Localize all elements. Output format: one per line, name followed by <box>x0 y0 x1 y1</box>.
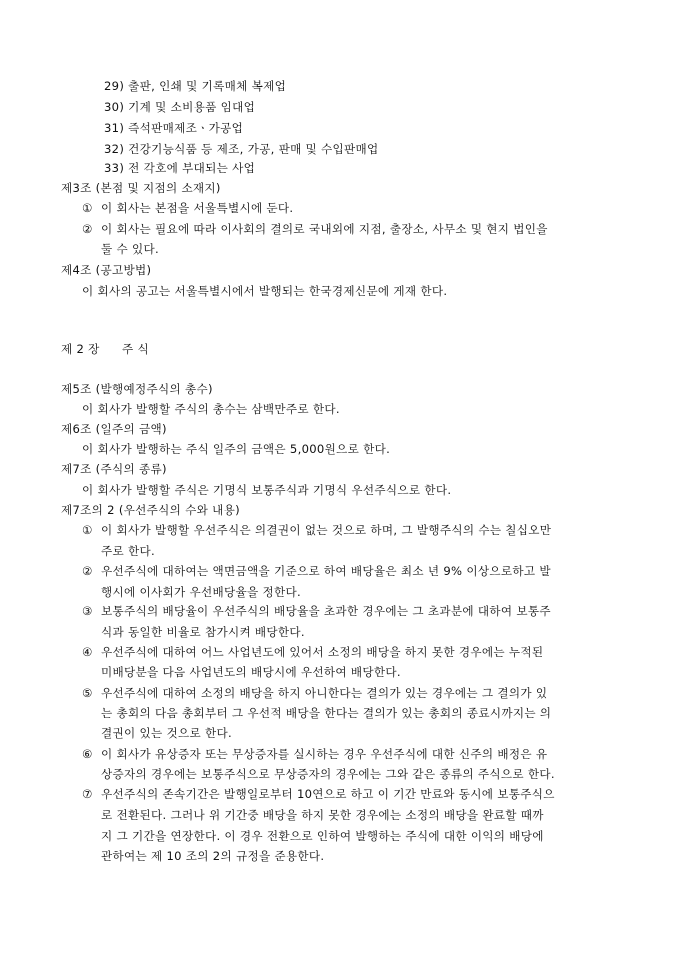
item-2-line-2: 행시에 이사회가 우선배당율을 정한다. <box>101 585 301 599</box>
article-5-title: 제5조 (발행예정주식의 총수) <box>61 382 213 396</box>
article-3-title: 제3조 (본점 및 지점의 소재지) <box>61 181 221 195</box>
item-5-line-2: 는 총회의 다음 총회부터 그 우선적 배당을 한다는 결의가 있는 총회의 종료시까지는 의 <box>101 706 552 720</box>
item-5-line-1: 우선주식에 대하여 소정의 배당을 하지 아니한다는 결의가 있는 경우에는 그 결의가 있 <box>101 686 548 700</box>
item-7-line-3: 지 그 기간을 연장한다. 이 경우 전환으로 인하여 발행하는 주식에 대한 이익의 배당에 <box>101 829 544 843</box>
article-6-body: 이 회사가 발행하는 주식 일주의 금액은 5,000원으로 한다. <box>82 442 391 456</box>
list-item-29: 29) 출판, 인쇄 및 기록매체 복제업 <box>104 79 287 93</box>
article-7-2-title: 제7조의 2 (우선주식의 수와 내용) <box>61 503 240 517</box>
list-item-32: 32) 건강기능식품 등 제조, 가공, 판매 및 수입판매업 <box>104 142 379 156</box>
item-6-line-1: 이 회사가 유상증자 또는 무상증자를 실시하는 경우 우선주식에 대한 신주의 배정은 유 <box>101 747 548 761</box>
list-item-33: 33) 전 각호에 부대되는 사업 <box>104 161 256 175</box>
list-item-31: 31) 즉석판매제조ㆍ가공업 <box>104 121 244 135</box>
item-6-num: ⑥ <box>82 747 93 761</box>
article-3-p1-num: ① <box>82 201 93 215</box>
item-4-line-2: 미배당분을 다음 사업년도의 배당시에 우선하여 배당한다. <box>101 665 401 679</box>
article-5-body: 이 회사가 발행할 주식의 총수는 삼백만주로 한다. <box>82 402 340 416</box>
article-6-title: 제6조 (일주의 금액) <box>61 422 167 436</box>
item-7-num: ⑦ <box>82 787 93 801</box>
item-3-line-1: 보통주식의 배당율이 우선주식의 배당율을 초과한 경우에는 그 초과분에 대하여 보통주 <box>101 604 551 618</box>
article-3-p2-num: ② <box>82 222 93 236</box>
item-1-line-1: 이 회사가 발행할 우선주식은 의결권이 없는 것으로 하며, 그 발행주식의 수는 칠십오만 <box>101 523 552 537</box>
item-4-line-1: 우선주식에 대하여 어느 사업년도에 있어서 소정의 배당을 하지 못한 경우에는 누적된 <box>101 645 544 659</box>
item-2-line-1: 우선주식에 대하여는 액면금액을 기준으로 하여 배당율은 최소 년 9% 이상으로하고 발 <box>101 564 551 578</box>
item-6-line-2: 상증자의 경우에는 보통주식으로 무상증자의 경우에는 그와 같은 종류의 주식으로 한다. <box>101 767 555 781</box>
list-item-30: 30) 기계 및 소비용품 임대업 <box>104 100 256 114</box>
article-7-title: 제7조 (주식의 종류) <box>61 462 167 476</box>
article-3-p2-line1: 이 회사는 필요에 따라 이사회의 결의로 국내외에 지점, 출장소, 사무소 및 현지 법인을 <box>101 222 548 236</box>
item-2-num: ② <box>82 564 93 578</box>
item-7-line-2: 로 전환된다. 그러나 위 기간중 배당을 하지 못한 경우에는 소정의 배당을 완료할 때까 <box>101 808 544 822</box>
item-7-line-4: 관하여는 제 10 조의 2의 규정을 준용한다. <box>101 849 325 863</box>
article-3-p1: 이 회사는 본점을 서울특별시에 둔다. <box>101 201 294 215</box>
item-1-num: ① <box>82 523 93 537</box>
article-3-p2-line2: 둘 수 있다. <box>101 242 159 256</box>
article-7-body: 이 회사가 발행할 주식은 기명식 보통주식과 기명식 우선주식으로 한다. <box>82 483 452 497</box>
article-4-body: 이 회사의 공고는 서울특별시에서 발행되는 한국경제신문에 게재 한다. <box>82 284 448 298</box>
item-7-line-1: 우선주식의 존속기간은 발행일로부터 10연으로 하고 이 기간 만료와 동시에 보통주식으 <box>101 787 555 801</box>
article-4-title: 제4조 (공고방법) <box>61 263 152 277</box>
item-5-num: ⑤ <box>82 686 93 700</box>
item-3-line-2: 식과 동일한 비율로 참가시켜 배당한다. <box>101 625 305 639</box>
item-1-line-2: 주로 한다. <box>101 544 155 558</box>
chapter-label: 제 2 장 <box>61 342 100 356</box>
item-4-num: ④ <box>82 645 93 659</box>
item-5-line-3: 결권이 있는 것으로 한다. <box>101 726 232 740</box>
chapter-title: 주 식 <box>122 342 149 356</box>
item-3-num: ③ <box>82 604 93 618</box>
